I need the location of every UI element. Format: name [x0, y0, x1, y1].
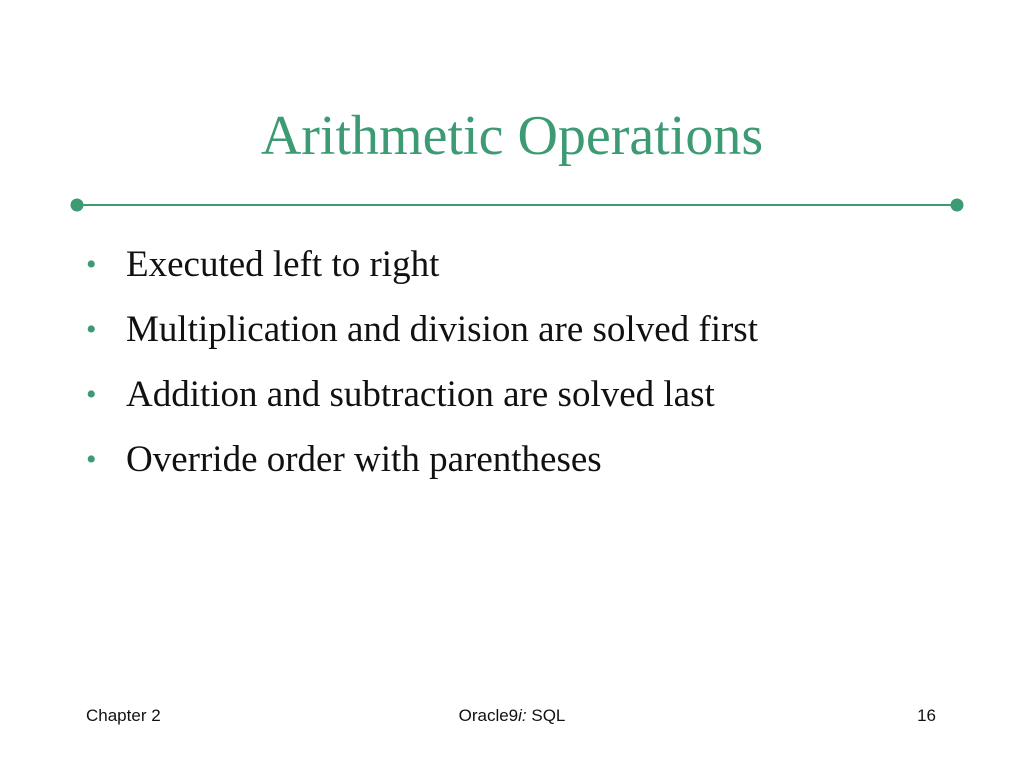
bullet-glyph: •: [86, 247, 97, 281]
bullet-glyph: •: [86, 377, 97, 411]
footer-course-title: [0, 704, 1024, 728]
bullet-text: Executed left to right: [126, 244, 440, 285]
footer-chapter: Chapter 2: [86, 706, 161, 725]
divider-dot-left: [71, 199, 84, 212]
bullet-text: Override order with parentheses: [126, 439, 602, 480]
bullet-glyph: •: [86, 442, 97, 476]
footer-course-suffix: SQL: [526, 706, 566, 725]
footer-course-italic: i:: [518, 706, 527, 725]
bullet-text: Addition and subtraction are solved last: [126, 374, 715, 415]
bullet-text: Multiplication and division are solved first: [126, 309, 758, 350]
footer-course-prefix: Oracle9: [458, 706, 519, 725]
footer-page-number: 16: [917, 706, 936, 725]
bullet-list: [86, 232, 758, 492]
bullet-item: [86, 362, 758, 427]
bullet-item: [86, 232, 758, 297]
bullet-item: [86, 297, 758, 362]
title-divider: [70, 197, 964, 213]
slide-title: Arithmetic Operations: [260, 105, 764, 167]
bullet-item: [86, 427, 758, 492]
divider-dot-right: [951, 199, 964, 212]
bullet-glyph: •: [86, 312, 97, 346]
